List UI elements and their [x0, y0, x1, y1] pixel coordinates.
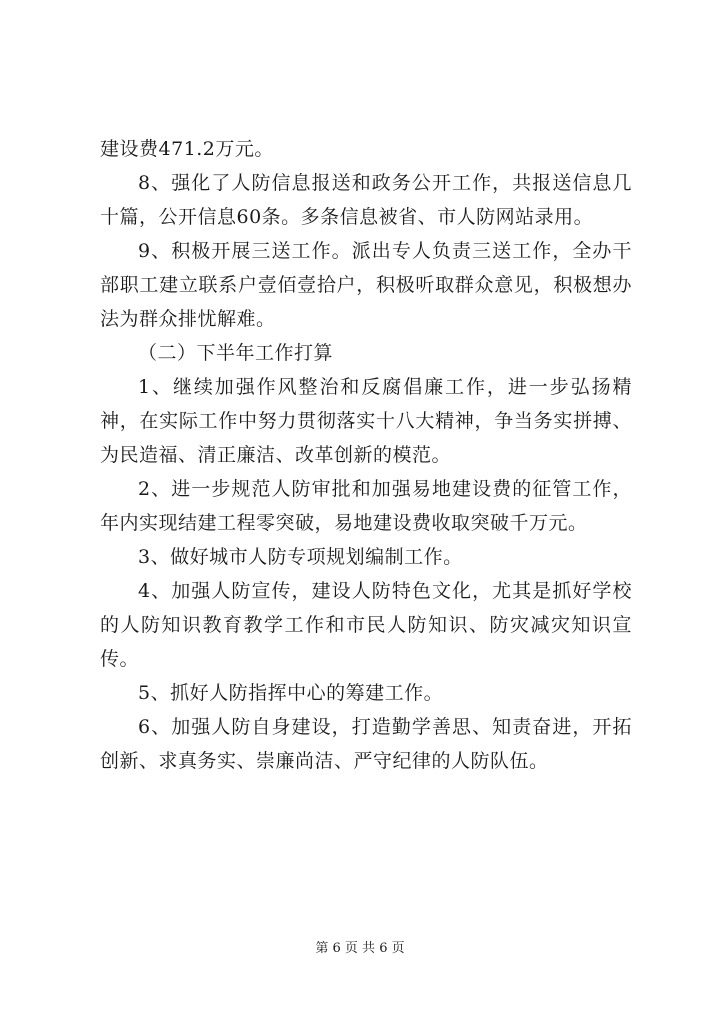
paragraph-item-8: 8、强化了人防信息报送和政务公开工作，共报送信息几十篇，公开信息60条。多条信息被省、市人防网站录用。 — [100, 172, 632, 228]
paragraph-item-9: 9、积极开展三送工作。派出专人负责三送工作，全办干部职工建立联系户壹佰壹拾户，积极听取群众意见，积极想办法为群众排忧解难。 — [100, 240, 632, 330]
paragraph-plan-2: 2、进一步规范人防审批和加强易地建设费的征管工作，年内实现结建工程零突破，易地建设费收取突破千万元。 — [100, 478, 632, 534]
paragraph-plan-5: 5、抓好人防指挥中心的筹建工作。 — [138, 682, 444, 704]
paragraph-plan-3: 3、做好城市人防专项规划编制工作。 — [138, 546, 463, 568]
document-body — [100, 132, 632, 778]
page-footer: 第 6 页 共 6 页 — [315, 941, 405, 956]
paragraph-continuation: 建设费471.2万元。 — [100, 138, 274, 160]
paragraph-plan-4: 4、加强人防宣传，建设人防特色文化，尤其是抓好学校的人防知识教育教学工作和市民人防知识、防灾减灾知识宣传。 — [100, 580, 632, 670]
paragraph-plan-1: 1、继续加强作风整治和反腐倡廉工作，进一步弘扬精神，在实际工作中努力贯彻落实十八大精神，争当务实拼搏、为民造福、清正廉洁、改革创新的模范。 — [100, 376, 632, 466]
section-heading: （二）下半年工作打算 — [138, 342, 334, 364]
paragraph-plan-6: 6、加强人防自身建设，打造勤学善思、知责奋进，开拓创新、求真务实、崇廉尚洁、严守纪律的人防队伍。 — [100, 716, 632, 772]
